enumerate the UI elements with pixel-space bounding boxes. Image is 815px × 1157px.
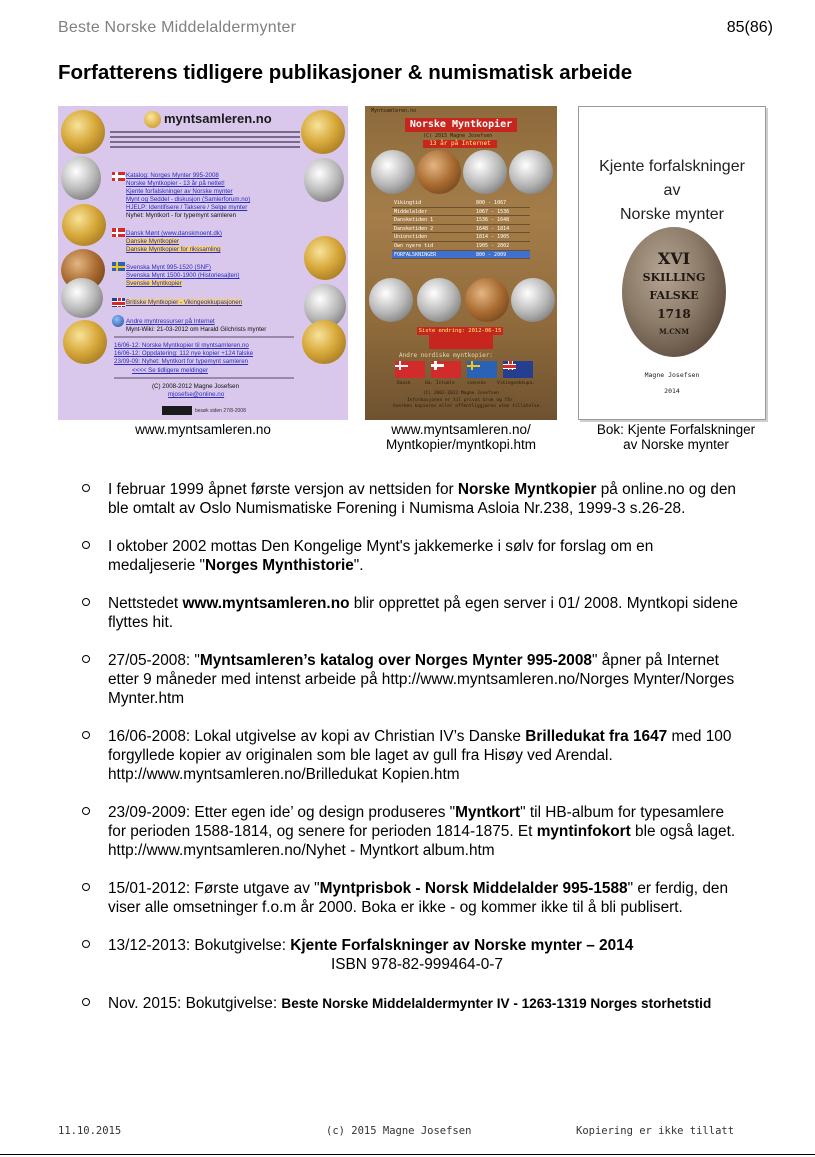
globe-icon (112, 315, 124, 327)
caption-line: Bok: Kjente Forfalskninger (596, 422, 756, 437)
period-row[interactable] (392, 208, 530, 217)
bullet-icon (82, 940, 90, 948)
period-label: Dansketiden 2 (394, 225, 434, 232)
period-range: 800 - 1067 (476, 200, 507, 206)
period-label: Own nyere tid (394, 242, 434, 249)
period-row[interactable] (392, 216, 530, 225)
logo-text: myntsamleren.no (164, 111, 272, 126)
site-link[interactable]: Svenska Mynt 1500-1900 (Historiesajten) (126, 272, 240, 279)
myntkopier-title: Norske Myntkopier (405, 118, 517, 132)
denmark-flag-icon (112, 228, 125, 237)
flag-label: Ua. Istumle (425, 381, 455, 386)
period-row[interactable] (392, 225, 530, 234)
book-title-line: Kjente forfalskninger (599, 158, 745, 175)
usage-notice: hverken kopieres eller offentliggjøres uten tillatelse. (393, 404, 543, 409)
flag-label: svenske (467, 381, 486, 386)
site-news: Mynt-Wiki: 21-03-2012 om Harald Gilchrists mynter (126, 326, 267, 333)
period-range: 800 - 2009 (476, 251, 507, 258)
site-link[interactable]: Britiske Myntkopier - Vikingeokkupasjonen (126, 299, 243, 306)
site-link[interactable]: HJELP: Identifisere / Taksere / Selge mynter (126, 204, 248, 211)
divider (114, 377, 294, 379)
caption-line: www.myntsamleren.no/ (391, 422, 531, 437)
coin-image (61, 156, 101, 200)
caption-line: Myntkopier/myntkopi.htm (385, 437, 537, 452)
period-range: 1067 - 1536 (476, 208, 510, 215)
bullet-icon (82, 541, 90, 549)
news-item[interactable]: 16/06-12: Norske Myntkopier til myntsamleren.no (114, 342, 249, 349)
footer-copyright: (c) 2015 Magne Josefsen (326, 1125, 472, 1137)
figure-caption (578, 422, 774, 452)
uk-flag-icon (112, 298, 125, 307)
coin-image (61, 278, 103, 318)
list-item-text: 27/05-2008: "Myntsamleren’s katalog over Norges Mynter 995-2008" åpner på Internet etter 9 måneder med intenst arbeide på http://www.myntsamleren.no/Norges Mynter/Norges Mynter.htm (108, 652, 735, 707)
book-cover (578, 106, 766, 420)
list-item-text: I oktober 2002 mottas Den Kongelige Mynt's jakkemerke i sølv for forslag om en medaljeserie "Norges Mynthistorie". (108, 538, 654, 574)
coin-image (62, 204, 106, 246)
bullet-icon (82, 998, 90, 1006)
period-range: 1814 - 1905 (476, 234, 510, 241)
last-change: Siste endring: 2012-06-15 (418, 328, 502, 334)
bullet-icon (82, 484, 90, 492)
book-year: 2014 (664, 387, 680, 395)
coin-image (509, 150, 553, 194)
email-link[interactable]: mjosefse@online.no (168, 391, 225, 398)
site-link[interactable]: Kjente forfalskninger av Norske mynter (126, 188, 233, 195)
norway-flag-icon[interactable] (431, 361, 461, 378)
news-item[interactable]: 23/09-09: Nyhet: Myntkort for typemynt samleren (114, 358, 249, 365)
flag-label: Vikingeokkupa. (497, 381, 535, 386)
myntsamleren-screenshot (58, 106, 348, 420)
period-table (392, 199, 530, 259)
list-item-text: Nov. 2015: Bokutgivelse: Beste Norske Middelaldermynter IV - 1263-1319 Norges storhetstid (108, 995, 712, 1012)
bullet-icon (82, 807, 90, 815)
page-heading: Forfatterens tidligere publikasjoner & numismatisk arbeide (58, 61, 633, 84)
period-row[interactable] (392, 233, 530, 242)
footer-notice: Kopiering er ikke tillatt (576, 1125, 735, 1137)
usage-notice: Informasjonen er til privat bruk og får (407, 398, 513, 403)
bullet-icon (82, 598, 90, 606)
period-label: FORFALSKNINGER (394, 251, 437, 258)
list-item-text: 13/12-2013: Bokutgivelse: Kjente Forfalskninger av Norske mynter – 2014 ISBN 978-82-999464-0-7 (108, 937, 634, 973)
visit-counter (162, 406, 192, 415)
list-item-text: 16/06-2008: Lokal utgivelse av kopi av Christian IV’s Danske Brilledukat fra 1647 med 100 forgyllede kopier av originalen som ble laget av gull fra Hisøy ved Arendal. http://www.myntsamleren.no/Brilledukat Kopien.htm (108, 728, 732, 783)
period-label: Middelalder (394, 208, 428, 215)
book-title-line: av (663, 182, 681, 199)
bullet-icon (82, 655, 90, 663)
news-item[interactable]: 16/06-12: Oppdatering: 112 nye kopier +124 falske (114, 350, 254, 357)
other-copies-heading: Andre nordiske myntkopier: (399, 352, 493, 359)
coin-text: 1718 (657, 307, 691, 321)
site-link[interactable]: Danske Myntkopier for rikssamling (126, 246, 221, 253)
site-link[interactable]: Svenska Mynt 995-1520 (SNF) (126, 264, 211, 271)
coin-image (63, 320, 107, 364)
figure-caption (365, 422, 557, 452)
site-link[interactable]: Andre myntressurser på Internet (126, 318, 215, 325)
visit-counter-label: besøk siden 27/8-2008 (195, 408, 246, 414)
bottom-rule (0, 1154, 815, 1155)
period-label: Dansketiden 1 (394, 217, 434, 224)
logo-ball-icon (144, 111, 161, 128)
coin-image (301, 110, 345, 154)
coin-image (61, 110, 105, 154)
site-link[interactable]: Norske Myntkopier - 13 år på nettet! (126, 180, 225, 187)
sweden-flag-icon[interactable] (467, 361, 497, 378)
sweden-flag-icon (112, 262, 125, 271)
counterfeit-coin-image (622, 227, 726, 357)
site-link[interactable]: Dansk Mønt (www.danskmoent.dk) (126, 230, 222, 237)
period-range: 1648 - 1814 (476, 225, 510, 232)
info-box (429, 335, 493, 349)
coin-image (304, 236, 346, 280)
flag-label: Dansk (397, 381, 411, 386)
myntkopier-subtitle: 13 år på Internet (423, 140, 497, 148)
site-news: Nyhet: Myntkort - for typemynt samleren (126, 212, 237, 219)
period-row[interactable] (392, 199, 530, 208)
coin-image (302, 320, 346, 364)
site-name: Myntsamleren.no (371, 108, 417, 114)
site-link[interactable]: Mynt og Seddel - diskusjon (Samlerforum.no) (126, 196, 251, 203)
caption-line: av Norske mynter (623, 437, 729, 452)
intro-paragraph (110, 128, 300, 154)
coin-image (417, 150, 461, 194)
running-title: Beste Norske Middelaldermynter (58, 19, 297, 36)
coin-text: SKILLING (642, 271, 706, 284)
coin-text: FALSKE (649, 289, 699, 302)
news-archive-link[interactable]: <<<< Se tidligere meldinger (132, 367, 209, 374)
period-label: Vikingtid (394, 200, 422, 206)
period-range: 1536 - 1648 (476, 217, 510, 224)
divider (114, 336, 294, 338)
page-number: 85(86) (726, 19, 773, 36)
figure-caption: www.myntsamleren.no (135, 422, 271, 437)
norway-flag-icon (112, 172, 125, 181)
period-range: 1905 - 2002 (476, 242, 510, 249)
myntkopier-copyright: (C) 2015 Magne Josefsen (423, 133, 493, 139)
footer-date: 11.10.2015 (58, 1125, 122, 1137)
coin-image (304, 158, 344, 202)
coin-image (511, 278, 555, 322)
site-copyright: (C) 2008-2012 Magne Josefsen (152, 383, 240, 390)
period-row[interactable] (392, 251, 530, 260)
coin-image (465, 278, 509, 322)
myntkopier-copyright-footer: (C) 2002-2012 Magne Josefsen (423, 391, 499, 396)
myntkopier-screenshot (365, 106, 557, 420)
uk-flag-icon[interactable] (503, 361, 533, 378)
denmark-flag-icon[interactable] (395, 361, 425, 378)
site-link[interactable]: Danske Myntkopier (126, 238, 179, 245)
coin-text: XVI (657, 249, 691, 268)
book-author: Magne Josefsen (644, 371, 700, 379)
period-row[interactable] (392, 242, 530, 251)
coin-text: M.CNM (659, 327, 689, 336)
coin-image (371, 150, 415, 194)
list-item-text: 23/09-2009: Etter egen ide’ og design produseres "Myntkort" til HB-album for typesamlere for perioden 1588-1814, og senere for perioden 1814-1875. Et myntinfokort ble også laget. http://www.myntsamleren.no/Nyhet - Myntkort album.htm (108, 804, 736, 859)
period-label: Unionstiden (394, 234, 428, 241)
myntsamleren-logo (144, 110, 272, 130)
site-link[interactable]: Katalog: Norges Mynter 995-2008 (126, 172, 219, 179)
list-item-text: Nettstedet www.myntsamleren.no blir opprettet på egen server i 01/ 2008. Myntkopi sidene flyttes hit. (108, 595, 738, 631)
book-title-line: Norske mynter (619, 206, 725, 223)
bullet-icon (82, 731, 90, 739)
isbn: ISBN 978-82-999464-0-7 (331, 956, 503, 973)
coin-image (369, 278, 413, 322)
coin-image (463, 150, 507, 194)
site-link[interactable]: Svenske Myntkopier (126, 280, 182, 287)
list-item-text: I februar 1999 åpnet første versjon av nettsiden for Norske Myntkopier på online.no og den ble omtalt av Oslo Numismatiske Forening i Numisma Asloia Nr.238, 1999-3 s.26-28. (108, 481, 736, 517)
bullet-icon (82, 883, 90, 891)
coin-image (417, 278, 461, 322)
list-item-text: 15/01-2012: Første utgave av "Myntprisbok - Norsk Middelalder 995-1588" er ferdig, den viser alle omsetninger f.o.m år 2000. Boka er ikke - og kommer ikke til å bli publisert. (108, 880, 729, 916)
